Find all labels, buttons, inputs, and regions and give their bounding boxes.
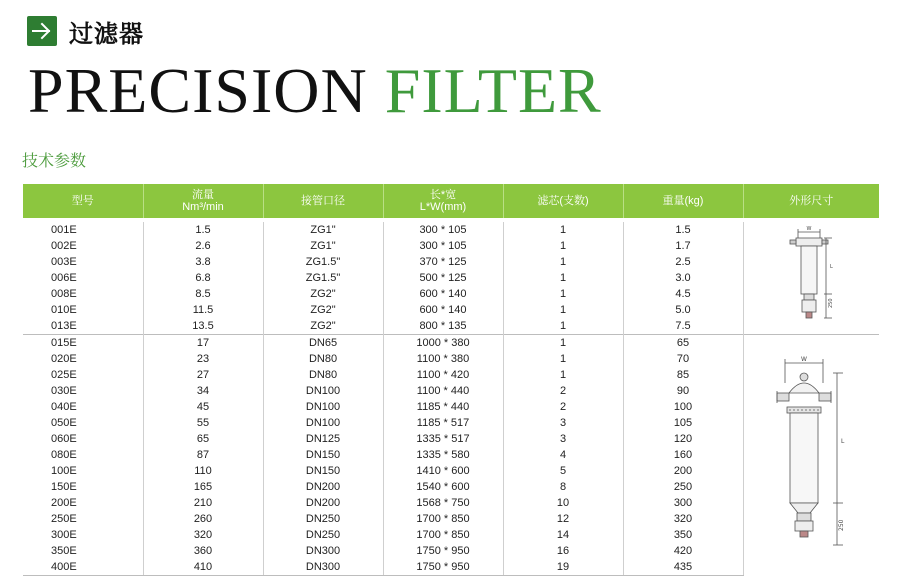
cell-weight: 65 (623, 335, 743, 352)
cell-flow: 110 (143, 463, 263, 479)
cell-weight: 120 (623, 431, 743, 447)
cell-dimensions: 1000 * 380 (383, 335, 503, 352)
cell-model: 200E (23, 495, 143, 511)
column-header-elements (503, 184, 623, 220)
cell-dimensions: 1540 * 600 (383, 479, 503, 495)
cell-flow: 320 (143, 527, 263, 543)
header-title-cn: 过滤器 (69, 19, 144, 48)
cell-flow: 65 (143, 431, 263, 447)
cell-weight: 350 (623, 527, 743, 543)
column-header-line1: 长*宽 (429, 189, 457, 201)
cell-weight: 300 (623, 495, 743, 511)
cell-pipe-size: DN300 (263, 559, 383, 576)
cell-pipe-size: DN80 (263, 367, 383, 383)
cell-model: 250E (23, 511, 143, 527)
cell-weight: 435 (623, 559, 743, 576)
cell-pipe-size: DN300 (263, 543, 383, 559)
cell-model: 008E (23, 286, 143, 302)
cell-model: 400E (23, 559, 143, 576)
cell-elements: 2 (503, 399, 623, 415)
cell-elements: 3 (503, 431, 623, 447)
cell-dimensions: 1100 * 380 (383, 351, 503, 367)
title-word-filter: FILTER (384, 55, 602, 126)
cell-dimensions: 300 * 105 (383, 220, 503, 238)
cell-model: 010E (23, 302, 143, 318)
cell-pipe-size: DN80 (263, 351, 383, 367)
cell-elements: 3 (503, 415, 623, 431)
cell-dimensions: 500 * 125 (383, 270, 503, 286)
cell-flow: 11.5 (143, 302, 263, 318)
spec-heading: 技术参数 (22, 151, 87, 170)
cell-pipe-size: ZG1.5" (263, 270, 383, 286)
column-header-outline (743, 184, 879, 220)
cell-flow: 23 (143, 351, 263, 367)
cell-model: 300E (23, 527, 143, 543)
cell-model: 030E (23, 383, 143, 399)
cell-flow: 8.5 (143, 286, 263, 302)
cell-elements: 2 (503, 383, 623, 399)
column-header-line2: L*W(mm) (419, 201, 467, 213)
column-header-line1: 重量(kg) (662, 195, 704, 207)
cell-model: 080E (23, 447, 143, 463)
cell-dimensions: 1750 * 950 (383, 543, 503, 559)
cell-model: 040E (23, 399, 143, 415)
cell-weight: 420 (623, 543, 743, 559)
spec-table (23, 184, 879, 576)
cell-model: 150E (23, 479, 143, 495)
cell-weight: 70 (623, 351, 743, 367)
cell-pipe-size: DN150 (263, 463, 383, 479)
cell-pipe-size: DN250 (263, 511, 383, 527)
cell-flow: 55 (143, 415, 263, 431)
column-header-line1: 型号 (71, 195, 94, 207)
cell-elements: 1 (503, 270, 623, 286)
outline-cell-small (743, 220, 879, 335)
cell-dimensions: 1185 * 517 (383, 415, 503, 431)
cell-model: 002E (23, 238, 143, 254)
cell-flow: 27 (143, 367, 263, 383)
cell-weight: 250 (623, 479, 743, 495)
section-header (27, 13, 144, 49)
cell-dimensions: 1100 * 440 (383, 383, 503, 399)
cell-flow: 165 (143, 479, 263, 495)
cell-pipe-size: DN250 (263, 527, 383, 543)
cell-dimensions: 800 * 135 (383, 318, 503, 335)
cell-flow: 410 (143, 559, 263, 576)
cell-weight: 4.5 (623, 286, 743, 302)
cell-pipe-size: DN65 (263, 335, 383, 352)
cell-dimensions: 1700 * 850 (383, 527, 503, 543)
cell-dimensions: 1410 * 600 (383, 463, 503, 479)
cell-flow: 360 (143, 543, 263, 559)
cell-weight: 1.7 (623, 238, 743, 254)
cell-pipe-size: DN100 (263, 415, 383, 431)
cell-pipe-size: ZG1.5" (263, 254, 383, 270)
cell-weight: 320 (623, 511, 743, 527)
cell-weight: 90 (623, 383, 743, 399)
cell-flow: 3.8 (143, 254, 263, 270)
cell-elements: 19 (503, 559, 623, 576)
cell-elements: 14 (503, 527, 623, 543)
cell-flow: 260 (143, 511, 263, 527)
cell-elements: 1 (503, 351, 623, 367)
column-header-model (23, 184, 143, 220)
cell-dimensions: 600 * 140 (383, 302, 503, 318)
cell-elements: 1 (503, 238, 623, 254)
column-header-line1: 滤芯(支数) (537, 195, 589, 207)
cell-weight: 200 (623, 463, 743, 479)
table-row (23, 335, 879, 352)
column-header-flow (143, 184, 263, 220)
column-header-weight (623, 184, 743, 220)
cell-weight: 105 (623, 415, 743, 431)
cell-pipe-size: ZG2" (263, 318, 383, 335)
cell-flow: 6.8 (143, 270, 263, 286)
cell-model: 060E (23, 431, 143, 447)
cell-elements: 1 (503, 286, 623, 302)
cell-model: 050E (23, 415, 143, 431)
cell-pipe-size: ZG1" (263, 238, 383, 254)
cell-pipe-size: DN100 (263, 399, 383, 415)
column-header-dimensions (383, 184, 503, 220)
cell-elements: 1 (503, 254, 623, 270)
cell-dimensions: 1335 * 580 (383, 447, 503, 463)
cell-weight: 3.0 (623, 270, 743, 286)
column-header-line2: Nm³/min (182, 201, 224, 213)
cell-model: 003E (23, 254, 143, 270)
title-word-precision: PRECISION (28, 55, 368, 126)
cell-model: 013E (23, 318, 143, 335)
cell-dimensions: 1568 * 750 (383, 495, 503, 511)
column-header-pipe-size (263, 184, 383, 220)
cell-dimensions: 1750 * 950 (383, 559, 503, 576)
outline-cell-large (743, 335, 879, 576)
column-header-line1: 接管口径 (301, 195, 345, 207)
small-filter-diagram (780, 224, 842, 328)
cell-dimensions: 600 * 140 (383, 286, 503, 302)
cell-pipe-size: DN125 (263, 431, 383, 447)
cell-elements: 1 (503, 220, 623, 238)
table-header-row (23, 184, 879, 220)
large-l-label: L (841, 437, 845, 445)
cell-weight: 1.5 (623, 220, 743, 238)
small-l-label: L (830, 263, 834, 270)
cell-elements: 10 (503, 495, 623, 511)
table-row (23, 220, 879, 238)
cell-dimensions: 370 * 125 (383, 254, 503, 270)
cell-flow: 17 (143, 335, 263, 352)
small-dim-label: 250 (828, 297, 835, 308)
cell-elements: 4 (503, 447, 623, 463)
large-dim-label: 250 (838, 519, 846, 531)
cell-elements: 1 (503, 367, 623, 383)
cell-pipe-size: DN100 (263, 383, 383, 399)
cell-weight: 100 (623, 399, 743, 415)
cell-dimensions: 1335 * 517 (383, 431, 503, 447)
large-filter-diagram (771, 353, 851, 553)
cell-elements: 16 (503, 543, 623, 559)
cell-elements: 5 (503, 463, 623, 479)
cell-model: 001E (23, 220, 143, 238)
cell-pipe-size: ZG2" (263, 286, 383, 302)
cell-flow: 34 (143, 383, 263, 399)
cell-pipe-size: ZG2" (263, 302, 383, 318)
column-header-line1: 流量 (192, 189, 214, 201)
cell-dimensions: 1700 * 850 (383, 511, 503, 527)
cell-pipe-size: DN150 (263, 447, 383, 463)
cell-weight: 2.5 (623, 254, 743, 270)
cell-elements: 1 (503, 318, 623, 335)
cell-dimensions: 1100 * 420 (383, 367, 503, 383)
cell-pipe-size: DN200 (263, 479, 383, 495)
cell-elements: 8 (503, 479, 623, 495)
cell-dimensions: 300 * 105 (383, 238, 503, 254)
large-w-label: W (801, 355, 808, 363)
cell-model: 006E (23, 270, 143, 286)
cell-flow: 2.6 (143, 238, 263, 254)
cell-flow: 13.5 (143, 318, 263, 335)
small-w-label: W (806, 225, 812, 232)
arrow-right-icon (27, 16, 57, 46)
cell-weight: 160 (623, 447, 743, 463)
cell-pipe-size: ZG1" (263, 220, 383, 238)
cell-elements: 12 (503, 511, 623, 527)
cell-weight: 7.5 (623, 318, 743, 335)
cell-model: 025E (23, 367, 143, 383)
cell-flow: 45 (143, 399, 263, 415)
cell-flow: 1.5 (143, 220, 263, 238)
cell-model: 015E (23, 335, 143, 352)
cell-model: 100E (23, 463, 143, 479)
cell-model: 350E (23, 543, 143, 559)
cell-weight: 85 (623, 367, 743, 383)
cell-elements: 1 (503, 302, 623, 318)
cell-pipe-size: DN200 (263, 495, 383, 511)
cell-flow: 87 (143, 447, 263, 463)
cell-weight: 5.0 (623, 302, 743, 318)
cell-dimensions: 1185 * 440 (383, 399, 503, 415)
cell-model: 020E (23, 351, 143, 367)
page-title (28, 56, 602, 126)
column-header-line1: 外形尺寸 (789, 195, 834, 207)
cell-elements: 1 (503, 335, 623, 352)
cell-flow: 210 (143, 495, 263, 511)
